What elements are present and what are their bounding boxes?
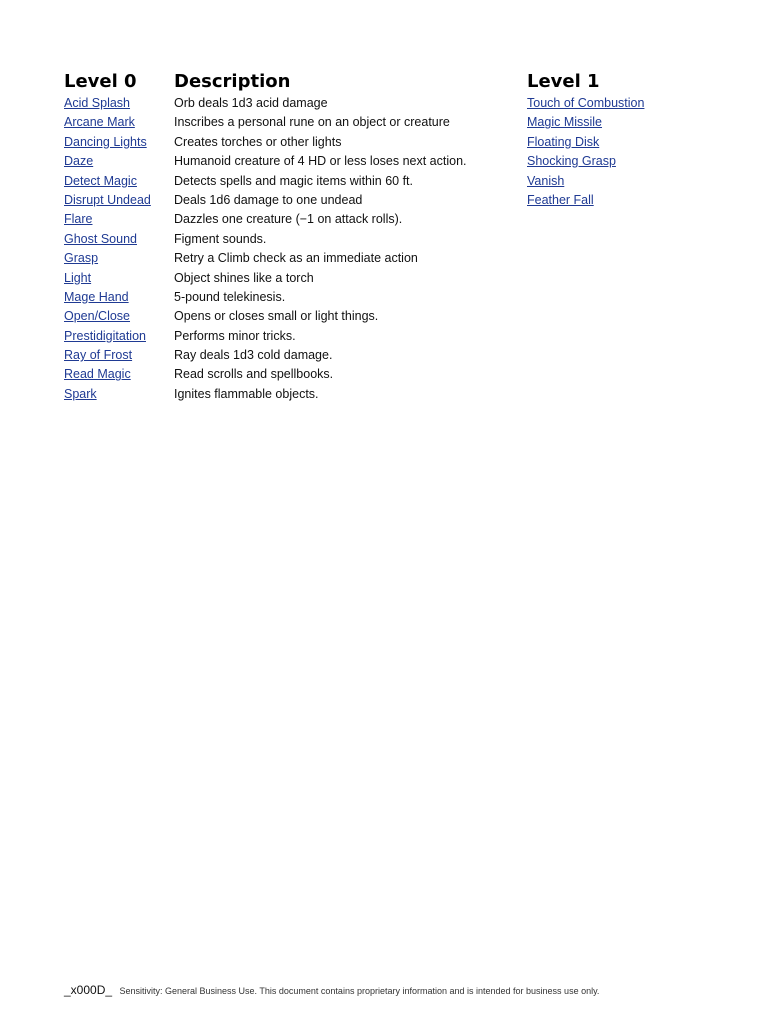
level-1-list <box>527 94 727 210</box>
level-1-item[interactable] <box>527 113 727 132</box>
description-header: Description <box>174 71 291 92</box>
sensitivity-note: Sensitivity: General Business Use. This document contains proprietary information and is intended for business use only. <box>119 986 600 996</box>
level-0-item[interactable] <box>64 172 172 191</box>
level-0-item[interactable] <box>64 191 172 210</box>
level-1-item[interactable] <box>527 133 727 152</box>
description-item: Read scrolls and spellbooks. <box>174 367 334 382</box>
description-item: Detects spells and magic items within 60 ft. <box>174 173 413 188</box>
page-footer <box>64 981 599 999</box>
level-0-item[interactable] <box>64 269 172 288</box>
level-0-item[interactable] <box>64 365 172 384</box>
description-item: 5-pound telekinesis. <box>174 289 286 304</box>
level-0-column <box>64 70 172 404</box>
spell-link-touch-of-combustion[interactable]: Touch of Combustion <box>527 96 645 110</box>
spell-link-acid-splash[interactable]: Acid Splash <box>64 96 131 110</box>
footer-code: _x000D_ <box>64 983 113 997</box>
level-0-item[interactable] <box>64 133 172 152</box>
description-item: Figment sounds. <box>174 231 267 246</box>
level-0-item[interactable] <box>64 346 172 365</box>
spell-link-ray-of-frost[interactable]: Ray of Frost <box>64 348 133 363</box>
level-0-list <box>64 94 172 404</box>
spell-link-dancing-lights[interactable]: Dancing Lights <box>64 134 147 149</box>
spell-link-arcane-mark[interactable]: Arcane Mark <box>64 115 135 130</box>
spell-link-vanish[interactable]: Vanish <box>527 173 565 188</box>
spell-link-feather-fall[interactable]: Feather Fall <box>527 192 594 207</box>
spell-link-read-magic[interactable]: Read Magic <box>64 367 131 382</box>
level-0-item[interactable] <box>64 230 172 249</box>
level-1-item[interactable] <box>527 172 727 191</box>
description-item: Ray deals 1d3 cold damage. <box>174 348 333 363</box>
spell-link-disrupt-undead[interactable]: Disrupt Undead <box>64 192 151 207</box>
level-0-item[interactable] <box>64 113 172 132</box>
spell-link-grasp[interactable]: Grasp <box>64 251 99 266</box>
description-column <box>174 70 524 404</box>
description-item: Deals 1d6 damage to one undead <box>174 192 363 207</box>
spell-link-mage-hand[interactable]: Mage Hand <box>64 289 129 304</box>
level-0-item[interactable] <box>64 327 172 346</box>
level-0-item[interactable] <box>64 307 172 326</box>
spell-link-daze[interactable]: Daze <box>64 154 94 169</box>
level-1-item[interactable] <box>527 152 727 171</box>
description-item: Humanoid creature of 4 HD or less loses next action. <box>174 154 467 169</box>
level-0-item[interactable] <box>64 288 172 307</box>
level-0-item[interactable] <box>64 385 172 404</box>
spell-link-magic-missile[interactable]: Magic Missile <box>527 115 603 130</box>
level-1-column <box>527 70 727 210</box>
spell-link-spark[interactable]: Spark <box>64 386 97 401</box>
spell-link-flare[interactable]: Flare <box>64 212 93 227</box>
description-item: Object shines like a torch <box>174 270 314 285</box>
level-0-item[interactable] <box>64 249 172 268</box>
description-item: Ignites flammable objects. <box>174 386 319 401</box>
description-item: Opens or closes small or light things. <box>174 309 379 324</box>
description-item: Creates torches or other lights <box>174 134 342 149</box>
description-item: Orb deals 1d3 acid damage <box>174 96 328 110</box>
level-1-header: Level 1 <box>527 71 600 92</box>
description-list <box>174 94 524 404</box>
spell-link-floating-disk[interactable]: Floating Disk <box>527 134 600 149</box>
spell-link-light[interactable]: Light <box>64 270 92 285</box>
spell-link-prestidigitation[interactable]: Prestidigitation <box>64 328 146 343</box>
description-item: Performs minor tricks. <box>174 328 296 343</box>
level-1-item[interactable] <box>527 94 727 113</box>
level-1-item[interactable] <box>527 191 727 210</box>
spell-link-open-close[interactable]: Open/Close <box>64 309 131 324</box>
level-0-item[interactable] <box>64 94 172 113</box>
spell-link-detect-magic[interactable]: Detect Magic <box>64 173 137 188</box>
level-0-item[interactable] <box>64 210 172 229</box>
spell-link-shocking-grasp[interactable]: Shocking Grasp <box>527 154 616 169</box>
description-item: Dazzles one creature (−1 on attack rolls). <box>174 212 403 227</box>
level-0-item[interactable] <box>64 152 172 171</box>
description-item: Retry a Climb check as an immediate action <box>174 251 418 266</box>
level-0-header: Level 0 <box>64 71 137 92</box>
spell-link-ghost-sound[interactable]: Ghost Sound <box>64 231 137 246</box>
description-item: Inscribes a personal rune on an object or creature <box>174 115 450 130</box>
